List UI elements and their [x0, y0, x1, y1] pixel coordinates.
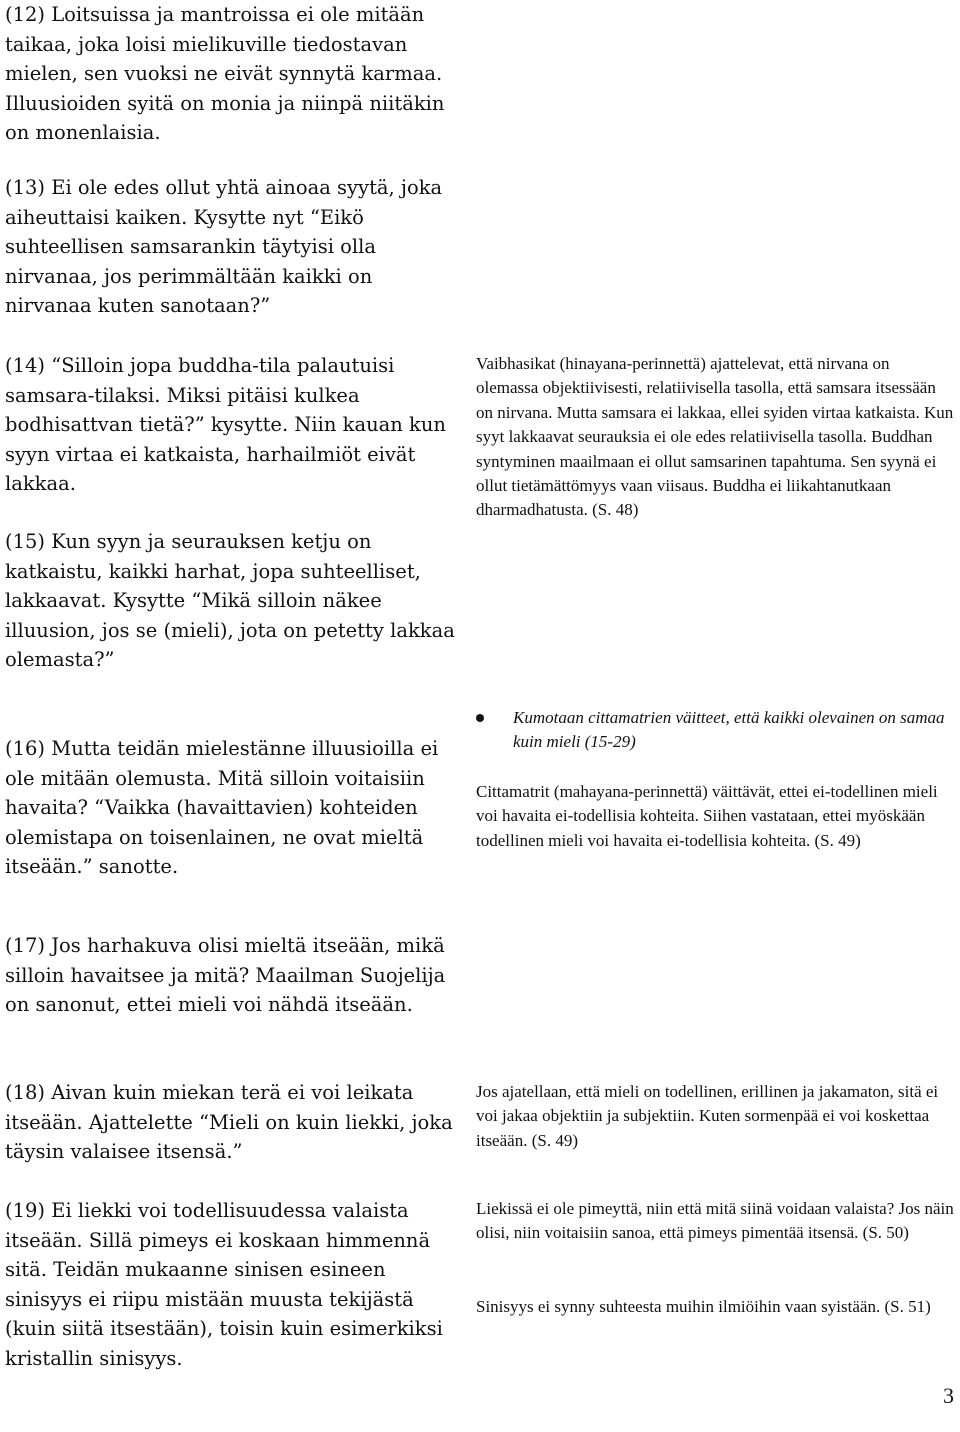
verse-14: (14) “Silloin jopa buddha-tila palautuisi samsara-tilaksi. Miksi pitäisi kulkea bodhisattvan tietä?” kysytte. Niin kauan kun syyn virtaa ei katkaista, harhailmiöt eivät lakkaa.: [5, 354, 446, 496]
mind-commentary: Jos ajatellaan, että mieli on todellinen, erillinen ja jakamaton, sitä ei voi jakaa objektiin ja subjektiin. Kuten sormenpää ei voi koskettaa itseään. (S. 49): [476, 1082, 939, 1150]
flame-commentary: Liekissä ei ole pimeyttä, niin että mitä siinä voidaan valaista? Jos näin olisi, niin voitaisiin sanoa, että pimeys pimentää itsensä. (S. 50): [476, 1199, 954, 1243]
vaibhasika-commentary: Vaibhasikat (hinayana-perinnettä) ajattelevat, että nirvana on olemassa objektiivisesti, relatiivisella tasolla, että samsara itsessään on nirvana. Mutta samsara ei lakkaa, ellei syiden virtaa katkaista. Kun syyt lakkaavat seurauksia ei ole edes relatiivisella tasolla. Buddhan syntyminen maailmaan ei ollut samsarinen tapahtuma. Sen syynä ei ollut tietämättömyys vaan viisaus. Buddha ei liikahtanutkaan dharmadhatusta. (S. 48): [476, 354, 954, 520]
verse-18: (18) Aivan kuin miekan terä ei voi leikata itseään. Ajattelette “Mieli on kuin liekki, joka täysin valaisee itsensä.”: [5, 1081, 453, 1164]
verse-19: (19) Ei liekki voi todellisuudessa valaista itseään. Sillä pimeys ei koskaan himmennä sitä. Teidän mukaanne sinisen esineen sinisyys ei riipu mistään muusta tekijästä (kuin siitä itsestään), toisin kuin esimerkiksi kristallin sinisyys.: [5, 1199, 443, 1370]
cittamatra-commentary: Cittamatrit (mahayana-perinnettä) väittävät, ettei ei-todellinen mieli voi havaita ei-todellisia kohteita. Siihen vastataan, ettei myöskään todellinen mieli voi havaita ei-todellisia kohteita. (S. 49): [476, 782, 938, 850]
page-number: 3: [943, 1383, 954, 1408]
verse-15: (15) Kun syyn ja seurauksen ketju on katkaistu, kaikki harhat, jopa suhteelliset, lakkaavat. Kysytte “Mikä silloin näkee illuusion, jos se (mieli), jota on petetty lakkaa olemasta?”: [5, 530, 455, 672]
verse-12: (12) Loitsuissa ja mantroissa ei ole mitään taikaa, joka loisi mielikuville tiedostavan mielen, sen vuoksi ne eivät synnytä karmaa. Illuusioiden syitä on monia ja niinpä niitäkin on monenlaisia.: [5, 3, 445, 145]
bullet-icon: [476, 714, 484, 722]
blue-commentary: Sinisyys ei synny suhteesta muihin ilmiöihin vaan syistään. (S. 51): [476, 1297, 931, 1316]
verse-16: (16) Mutta teidän mielestänne illuusioilla ei ole mitään olemusta. Mitä silloin voitaisiin havaita? “Vaikka (havaittavien) kohteiden olemistapa on toisenlainen, ne ovat mieltä itseään.” sanotte.: [5, 737, 439, 879]
verse-17: (17) Jos harhakuva olisi mieltä itseään, mikä silloin havaitsee ja mitä? Maailman Suojelija on sanonut, ettei mieli voi nähdä itseään.: [5, 934, 446, 1017]
section-heading: Kumotaan cittamatrien väitteet, että kaikki olevainen on samaa kuin mieli (15-29): [513, 708, 945, 752]
verse-13: (13) Ei ole edes ollut yhtä ainoaa syytä, joka aiheuttaisi kaiken. Kysytte nyt “Eikö suhteellisen samsarankin täytyisi olla nirvanaa, jos perimmältään kaikki on nirvanaa kuten sanotaan?”: [5, 176, 443, 318]
